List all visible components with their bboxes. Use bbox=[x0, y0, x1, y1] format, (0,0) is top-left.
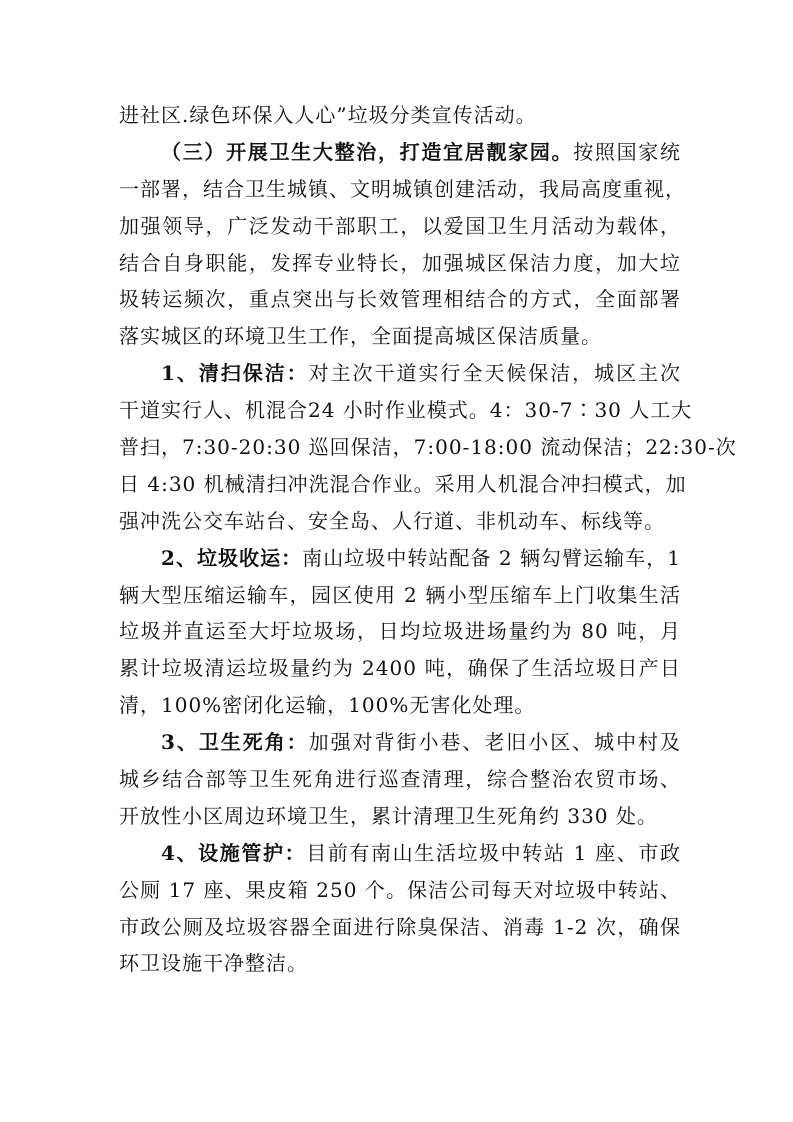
line-text: 日 4:30 机械清扫冲洗混合作业。采用人机混合冲扫模式，加 bbox=[119, 471, 687, 496]
document-body bbox=[119, 97, 737, 982]
line-text: 一部署，结合卫生城镇、文明城镇创建活动，我局高度重视， bbox=[119, 176, 686, 201]
text-line bbox=[119, 208, 681, 245]
paragraph bbox=[119, 724, 681, 835]
line-text: 公厕 17 座、果皮箱 250 个。保洁公司每天对垃圾中转站、 bbox=[119, 877, 681, 902]
text-line bbox=[119, 687, 681, 724]
text-line bbox=[119, 171, 686, 208]
line-text: 落实城区的环境卫生工作，全面提高城区保洁质量。 bbox=[119, 324, 602, 349]
line-text: 干道实行人、机混合24 小时作业模式。4：30-7∶30 人工大 bbox=[119, 398, 693, 423]
line-text: 辆大型压缩运输车，园区使用 2 辆小型压缩车上门收集生活 bbox=[119, 582, 681, 607]
line-text: 圾转运频次，重点突出与长效管理相结合的方式，全面部署 bbox=[119, 287, 681, 312]
line-text: 进社区.绿色环保入人心”垃圾分类宣传活动。 bbox=[119, 103, 537, 127]
line-text: 城乡结合部等卫生死角进行巡查清理，综合整治农贸市场、 bbox=[119, 767, 681, 792]
text-line bbox=[119, 97, 681, 134]
paragraph bbox=[119, 134, 686, 355]
text-line bbox=[119, 650, 681, 687]
text-line bbox=[119, 909, 681, 946]
text-line bbox=[119, 355, 681, 392]
text-line bbox=[119, 835, 681, 872]
line-text: 对主次干道实行全天候保洁，城区主次 bbox=[308, 361, 681, 386]
text-line bbox=[119, 761, 681, 798]
text-line bbox=[119, 540, 681, 577]
line-text: 垃圾并直运至大圩垃圾场，日均垃圾进场量约为 80 吨，月 bbox=[119, 619, 681, 644]
paragraph bbox=[119, 355, 737, 539]
text-line bbox=[119, 466, 687, 503]
text-line bbox=[119, 798, 681, 835]
text-line bbox=[119, 245, 681, 282]
line-text: 目前有南山生活垃圾中转站 1 座、市政 bbox=[306, 840, 681, 865]
line-text: 南山垃圾中转站配备 2 辆勾臂运输车，1 bbox=[302, 545, 681, 570]
text-line bbox=[119, 945, 681, 982]
text-line bbox=[119, 503, 681, 540]
line-text: 结合自身职能，发挥专业特长，加强城区保洁力度，加大垃 bbox=[119, 250, 681, 275]
line-text: 开放性小区周边环境卫生，累计清理卫生死角约 330 处。 bbox=[119, 803, 658, 828]
text-line bbox=[119, 134, 681, 171]
paragraph bbox=[119, 540, 681, 724]
text-line bbox=[119, 429, 737, 466]
section-heading: （三）开展卫生大整治，打造宜居靓家园。 bbox=[161, 139, 574, 164]
line-text: 按照国家统 bbox=[573, 139, 682, 164]
line-text: 市政公厕及垃圾容器全面进行除臭保洁、消毒 1-2 次，确保 bbox=[119, 914, 681, 939]
section-heading: 3、卫生死角： bbox=[161, 730, 309, 755]
paragraph bbox=[119, 97, 681, 134]
line-text: 累计垃圾清运垃圾量约为 2400 吨，确保了生活垃圾日产日 bbox=[119, 656, 681, 681]
line-text: 强冲洗公交车站台、安全岛、人行道、非机动车、标线等。 bbox=[119, 508, 665, 533]
line-text: 环卫设施干净整洁。 bbox=[119, 951, 308, 976]
text-line bbox=[119, 392, 693, 429]
line-text: 加强对背街小巷、老旧小区、城中村及 bbox=[308, 730, 681, 755]
line-text: 普扫，7:30-20:30 巡回保洁，7:00-18:00 流动保洁；22:30-次 bbox=[119, 435, 737, 460]
text-line bbox=[119, 281, 681, 318]
paragraph bbox=[119, 835, 681, 983]
text-line bbox=[119, 724, 681, 761]
line-text: 清，100%密闭化运输，100%无害化处理。 bbox=[119, 693, 536, 718]
text-line bbox=[119, 613, 681, 650]
section-heading: 4、设施管护： bbox=[161, 840, 307, 865]
text-line bbox=[119, 318, 681, 355]
section-heading: 1、清扫保洁： bbox=[161, 361, 309, 386]
text-line bbox=[119, 872, 681, 909]
line-text: 加强领导，广泛发动干部职工，以爱国卫生月活动为载体， bbox=[119, 213, 681, 238]
text-line bbox=[119, 577, 681, 614]
section-heading: 2、垃圾收运： bbox=[161, 545, 303, 570]
